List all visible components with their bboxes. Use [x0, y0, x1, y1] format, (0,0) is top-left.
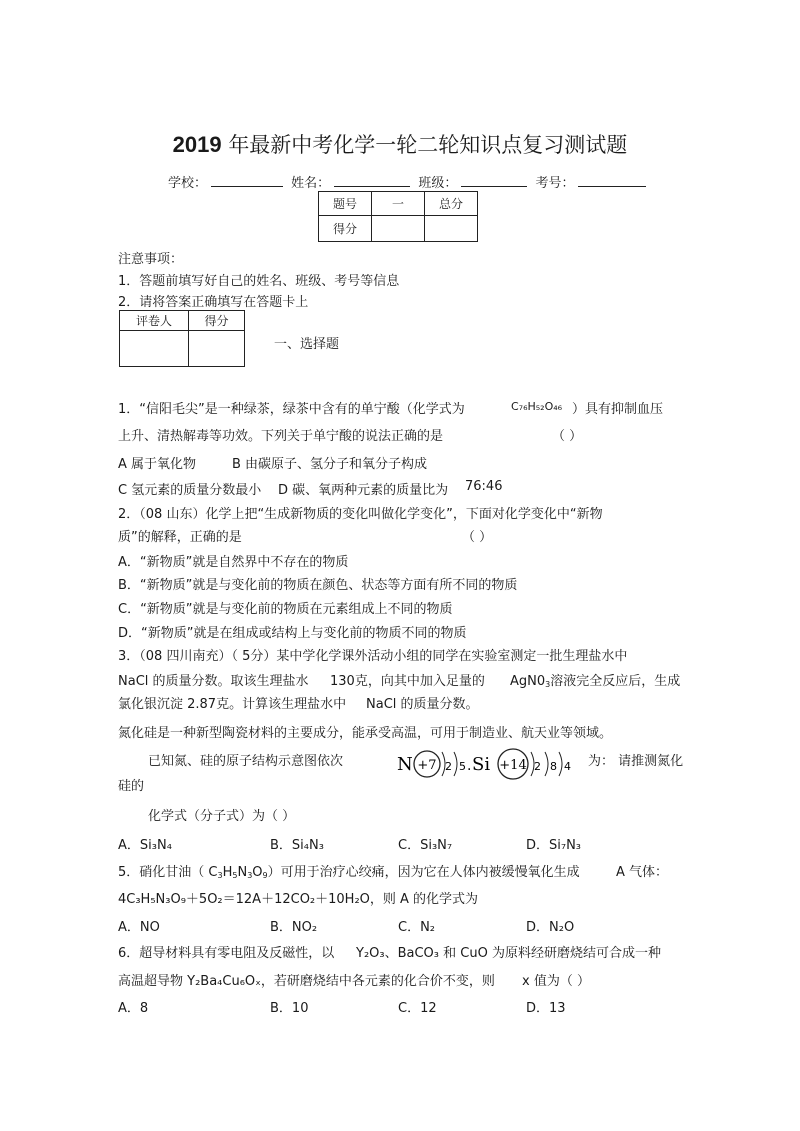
q1-ratio: 76:46	[465, 479, 503, 494]
q2-option-a[interactable]: A．“新物质”就是自然界中不存在的物质	[118, 555, 349, 570]
school-blank[interactable]	[211, 174, 283, 187]
nitrogen-shell-1-electrons: 2	[445, 760, 452, 773]
q6-line-1b: Y₂O₃、BaCO₃ 和 CuO 为原料经研磨烧结可合成一种	[356, 946, 661, 961]
score-table	[318, 191, 478, 242]
q4-line-2: 硅的	[118, 779, 145, 794]
q3-line-2a: NaCl 的质量分数。取该生理盐水	[118, 674, 309, 689]
q1-line-2: 上升、清热解毒等功效。下列关于单宁酸的说法正确的是	[118, 429, 444, 444]
q3-line-2c	[510, 670, 680, 689]
q2-option-b[interactable]: B．“新物质”就是与变化前的物质在颜色、状态等方面有所不同的物质	[118, 578, 518, 593]
class-label: 班级：	[418, 176, 458, 191]
q5-text-n: N	[237, 865, 248, 880]
q3-line-2b: 130克，向其中加入足量的	[330, 674, 485, 689]
page-title	[0, 129, 800, 159]
silicon-shell-2-electrons: 8	[550, 760, 557, 773]
q1-option-a[interactable]: A 属于氧化物	[118, 457, 197, 472]
title-text: 年最新中考化学一轮二轮知识点复习测试题	[228, 133, 628, 157]
q4-line-1: 已知氮、硅的原子结构示意图依次	[148, 754, 344, 769]
silicon-shell-2-arc	[545, 752, 548, 776]
nitrogen-nucleus-charge: +7	[417, 758, 437, 773]
q2-line-1: 2．（08 山东）化学上把“生成新物质的变化叫做化学变化”，下面对化学变化中“新物	[118, 507, 603, 522]
q5-option-c[interactable]: C．N₂	[398, 920, 436, 935]
diagram-separator: .	[467, 758, 472, 774]
q5-line-1	[118, 861, 580, 880]
q3-agno-sub: 3	[545, 680, 551, 689]
title-year: 2019	[172, 132, 222, 157]
silicon-symbol: Si	[472, 754, 491, 775]
q3-line-3a: 氯化银沉淀 2.87克。计算该生理盐水中	[118, 697, 347, 712]
q1-formula: C₇₆H₅₂O₄₆	[511, 400, 563, 413]
q6-option-d[interactable]: D．13	[526, 1001, 566, 1016]
q3-agno: AgN0	[510, 674, 546, 689]
score-table-row-label: 得分	[319, 216, 372, 242]
name-label: 姓名：	[291, 176, 331, 191]
q2-option-d[interactable]: D．“新物质”就是在组成或结构上与变化前的物质不同的物质	[118, 626, 467, 641]
q6-line-2b: x 值为（ ）	[522, 974, 590, 989]
q5-sub-n: 3	[247, 871, 253, 880]
grader-cell[interactable]	[120, 331, 189, 367]
q4-line-1-end: 为： 请推测氮化	[588, 754, 684, 769]
q1-option-d[interactable]: D 碳、氧两种元素的质量比为	[278, 483, 449, 498]
q2-option-c[interactable]: C．“新物质”就是与变化前的物质在元素组成上不同的物质	[118, 602, 453, 617]
q1-option-b[interactable]: B 由碳原子、氢分子和氧分子构成	[232, 457, 428, 472]
silicon-shell-3-electrons: 4	[564, 760, 571, 773]
q6-line-2a: 高温超导物 Y₂Ba₄Cu₆Oₓ，若研磨烧结中各元素的化合价不变，则	[118, 974, 495, 989]
q1-option-c[interactable]: C 氢元素的质量分数最小	[118, 483, 262, 498]
q5-sub-h: 5	[232, 871, 238, 880]
q5-text-a: 5．硝化甘油（ C	[118, 865, 218, 880]
score-table-header-section: 一	[372, 192, 425, 216]
grader-table	[119, 310, 245, 367]
q6-option-b[interactable]: B．10	[270, 1001, 309, 1016]
q4-line-3: 化学式（分子式）为（ ）	[148, 809, 296, 824]
score-cell-section[interactable]	[372, 216, 425, 242]
score-cell-total[interactable]	[425, 216, 478, 242]
q3-line-1: 3．（08 四川南充）（ 5分）某中学化学课外活动小组的同学在实验室测定一批生理盐水中	[118, 649, 628, 664]
q5-text-o: O	[252, 865, 263, 880]
q4-option-a[interactable]: A．Si₃N₄	[118, 838, 172, 853]
q6-line-1a: 6．超导材料具有零电阻及反磁性，以	[118, 946, 335, 961]
class-blank[interactable]	[461, 174, 527, 187]
q5-option-b[interactable]: B．NO₂	[270, 920, 318, 935]
q6-option-a[interactable]: A．8	[118, 1001, 149, 1016]
q2-line-2: 质”的解释，正确的是	[118, 530, 242, 545]
school-label: 学校：	[168, 176, 208, 191]
q5-text-rest: ）可用于治疗心绞痛，因为它在人体内被缓慢氧化生成	[267, 865, 580, 880]
q5-line-2: 4C₃H₅N₃O₉＋5O₂＝12A＋12CO₂＋10H₂O，则 A 的化学式为	[118, 892, 479, 907]
exam-no-label: 考号：	[535, 176, 575, 191]
q4-intro: 氮化硅是一种新型陶瓷材料的主要成分，能承受高温，可用于制造业、航天业等领域。	[118, 726, 613, 741]
nitrogen-symbol: N	[397, 754, 413, 775]
grader-score-header: 得分	[189, 311, 245, 331]
notes-heading: 注意事项：	[118, 252, 184, 267]
grader-header: 评卷人	[120, 311, 189, 331]
q4-option-c[interactable]: C．Si₃N₇	[398, 838, 453, 853]
q1-line-1-end: ）具有抑制血压	[572, 402, 664, 417]
q5-option-a[interactable]: A．NO	[118, 920, 160, 935]
exam-no-blank[interactable]	[578, 174, 646, 187]
q5-option-d[interactable]: D．N₂O	[526, 920, 575, 935]
q3-line-3b: NaCl 的质量分数。	[366, 697, 479, 712]
score-table-header-number: 题号	[319, 192, 372, 216]
q5-sub-o: 9	[262, 871, 268, 880]
silicon-nucleus-charge: +14	[499, 758, 527, 773]
student-info-line	[168, 172, 650, 191]
silicon-shell-1-electrons: 2	[534, 760, 541, 773]
note-1: 1．答题前填写好自己的姓名、班级、考号等信息	[118, 274, 400, 289]
q6-option-c[interactable]: C．12	[398, 1001, 437, 1016]
q1-line-1: 1．“信阳毛尖”是一种绿茶，绿茶中含有的单宁酸（化学式为	[118, 402, 465, 417]
q1-answer-paren[interactable]: （ ）	[552, 429, 583, 444]
name-blank[interactable]	[334, 174, 410, 187]
score-table-header-total: 总分	[425, 192, 478, 216]
silicon-shell-3-arc	[559, 752, 562, 776]
q3-line-2e: 溶液完全反应后，生成	[550, 674, 681, 689]
grader-score-cell[interactable]	[189, 331, 245, 367]
section-heading: 一、选择题	[274, 337, 340, 352]
q4-option-b[interactable]: B．Si₄N₃	[270, 838, 324, 853]
q5-text-h: H	[222, 865, 233, 880]
q4-option-d[interactable]: D．Si₇N₃	[526, 838, 582, 853]
atomic-structure-diagram	[395, 746, 605, 780]
q5-sub-c: 3	[217, 871, 223, 880]
nitrogen-shell-2-electrons: 5	[459, 760, 466, 773]
nitrogen-shell-2-arc	[454, 752, 457, 776]
q5-line-1-end: A 气体：	[616, 865, 669, 880]
note-2: 2．请将答案正确填写在答题卡上	[118, 295, 309, 310]
q2-answer-paren[interactable]: （ ）	[462, 530, 493, 545]
